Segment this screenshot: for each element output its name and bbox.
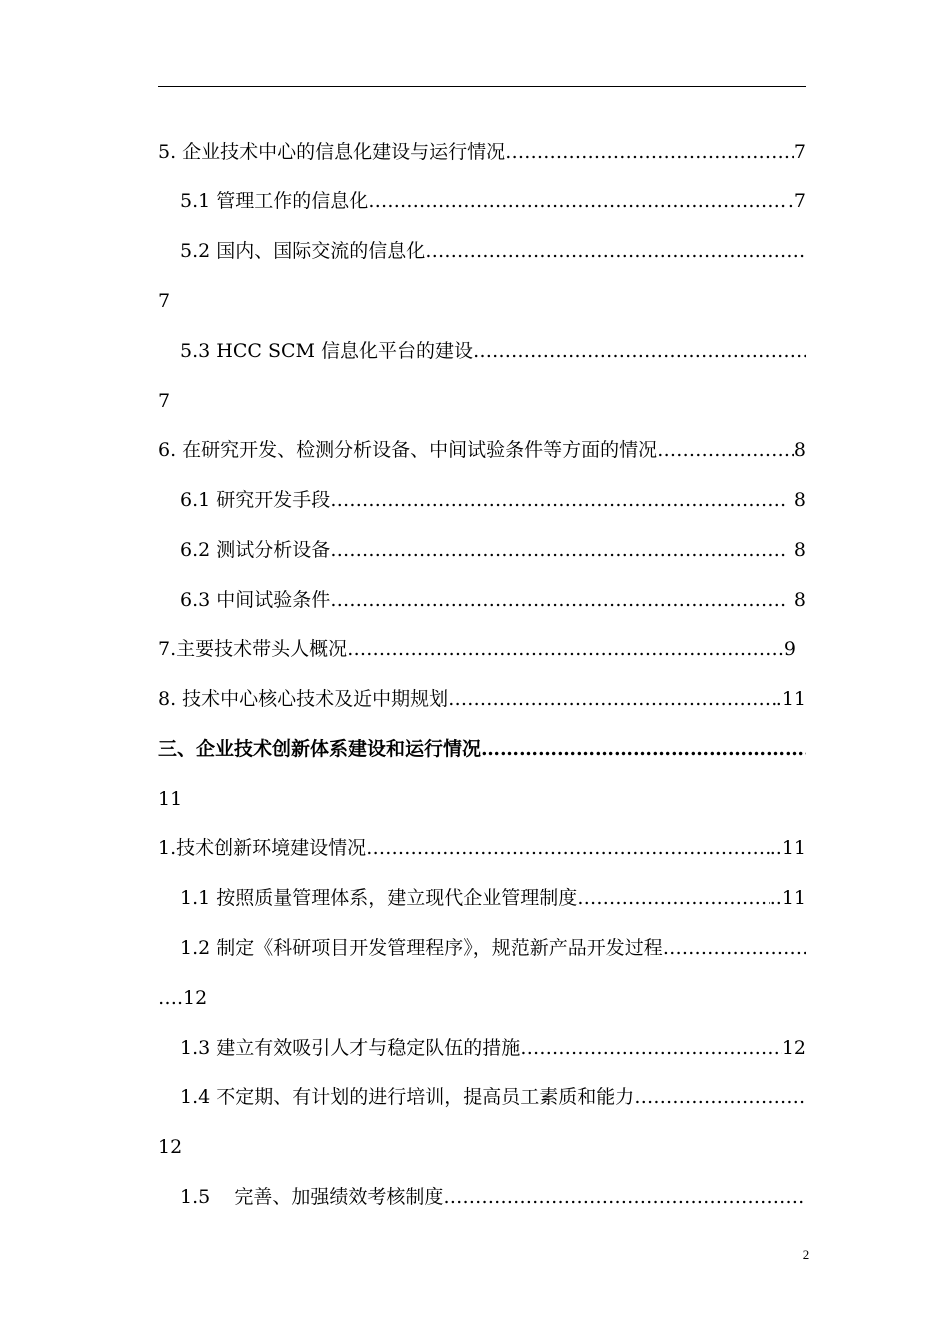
toc-entry-page: 8 xyxy=(787,589,806,611)
toc-entry-page: 7 xyxy=(793,141,806,163)
toc-leader-dots xyxy=(425,236,806,266)
toc-leader-dots xyxy=(657,435,794,465)
toc-entry-page-wrapped: 7 xyxy=(158,390,171,412)
header-rule xyxy=(158,86,806,87)
toc-leader-dots xyxy=(443,1182,806,1212)
toc-entry xyxy=(180,236,806,266)
toc-entry-title: 1.3 建立有效吸引人才与稳定队伍的措施 xyxy=(180,1037,521,1059)
toc-entry-title: 1.5 完善、加强绩效考核制度 xyxy=(180,1186,444,1208)
toc-entry-title: 6.2 测试分析设备 xyxy=(180,539,331,561)
toc-leader-dots xyxy=(347,634,784,664)
toc-leader-dots xyxy=(663,933,806,963)
toc-entry xyxy=(180,336,806,366)
toc-leader-dots xyxy=(481,734,806,764)
toc-entry-page-wrapped: 12 xyxy=(158,1136,183,1158)
toc-entry-page-wrapped: 7 xyxy=(158,290,171,312)
toc-leader-dots xyxy=(520,1033,782,1063)
toc-entry xyxy=(158,435,806,465)
toc-entry xyxy=(180,485,806,515)
toc-entry xyxy=(158,684,806,714)
toc-entry-page-wrapped: ….12 xyxy=(158,987,208,1009)
toc-entry-title: 5. 企业技术中心的信息化建设与运行情况 xyxy=(158,141,506,163)
toc-entry-title: 6.3 中间试验条件 xyxy=(180,589,331,611)
toc-entry xyxy=(180,186,806,216)
toc-entry xyxy=(180,1182,806,1212)
toc-leader-dots xyxy=(448,684,776,714)
toc-leader-dots xyxy=(505,137,794,167)
toc-entry-page: 12 xyxy=(781,1037,806,1059)
toc-entry xyxy=(180,933,806,963)
toc-entry-page: .7 xyxy=(787,190,806,212)
page-number: 2 xyxy=(802,1247,810,1262)
toc-entry xyxy=(180,1033,806,1063)
toc-entry-page: ..11 xyxy=(769,837,806,859)
toc-leader-dots xyxy=(330,585,788,615)
toc-entry-title: 7.主要技术带头人概况 xyxy=(158,638,348,660)
toc-entry-page: 9 xyxy=(783,638,796,660)
toc-entry-page: 8 xyxy=(793,439,806,461)
toc-entry xyxy=(158,634,796,664)
toc-leader-dots xyxy=(330,535,788,565)
toc-entry xyxy=(158,833,806,863)
toc-leader-dots xyxy=(577,883,769,913)
toc-entry xyxy=(180,585,806,615)
toc-entry-title: 6. 在研究开发、检测分析设备、中间试验条件等方面的情况 xyxy=(158,439,658,461)
toc-entry-page: 8 xyxy=(787,539,806,561)
toc-entry-title: 5.2 国内、国际交流的信息化 xyxy=(180,240,426,262)
toc-leader-dots xyxy=(330,485,788,515)
toc-entry-title: 8. 技术中心核心技术及近中期规划 xyxy=(158,688,449,710)
toc-entry-page: .11 xyxy=(775,688,806,710)
toc-entry-page: ..11 xyxy=(769,887,806,909)
toc-leader-dots xyxy=(473,336,806,366)
toc-entry-title: 5.1 管理工作的信息化 xyxy=(180,190,369,212)
toc-leader-dots xyxy=(634,1082,806,1112)
toc-section-heading xyxy=(158,734,806,764)
toc-entry-title: 5.3 HCC SCM 信息化平台的建设 xyxy=(180,340,473,362)
toc-entry-title: 1.技术创新环境建设情况 xyxy=(158,837,367,859)
toc-entry-title: 三、企业技术创新体系建设和运行情况 xyxy=(158,738,482,760)
toc-entry-title: 1.2 制定《科研项目开发管理程序》，规范新产品开发过程 xyxy=(180,937,663,959)
toc-entry xyxy=(180,535,806,565)
toc-entry-title: 1.4 不定期、有计划的进行培训，提高员工素质和能力 xyxy=(180,1086,635,1108)
toc-entry-title: 6.1 研究开发手段 xyxy=(180,489,331,511)
toc-leader-dots xyxy=(366,833,770,863)
toc-entry-page: 8 xyxy=(787,489,806,511)
toc-entry-title: 1.1 按照质量管理体系，建立现代企业管理制度 xyxy=(180,887,578,909)
toc-entry xyxy=(180,883,806,913)
toc-leader-dots xyxy=(368,186,788,216)
toc-entry-page-wrapped: 11 xyxy=(158,788,183,810)
toc-entry xyxy=(180,1082,806,1112)
toc-entry xyxy=(158,137,806,167)
